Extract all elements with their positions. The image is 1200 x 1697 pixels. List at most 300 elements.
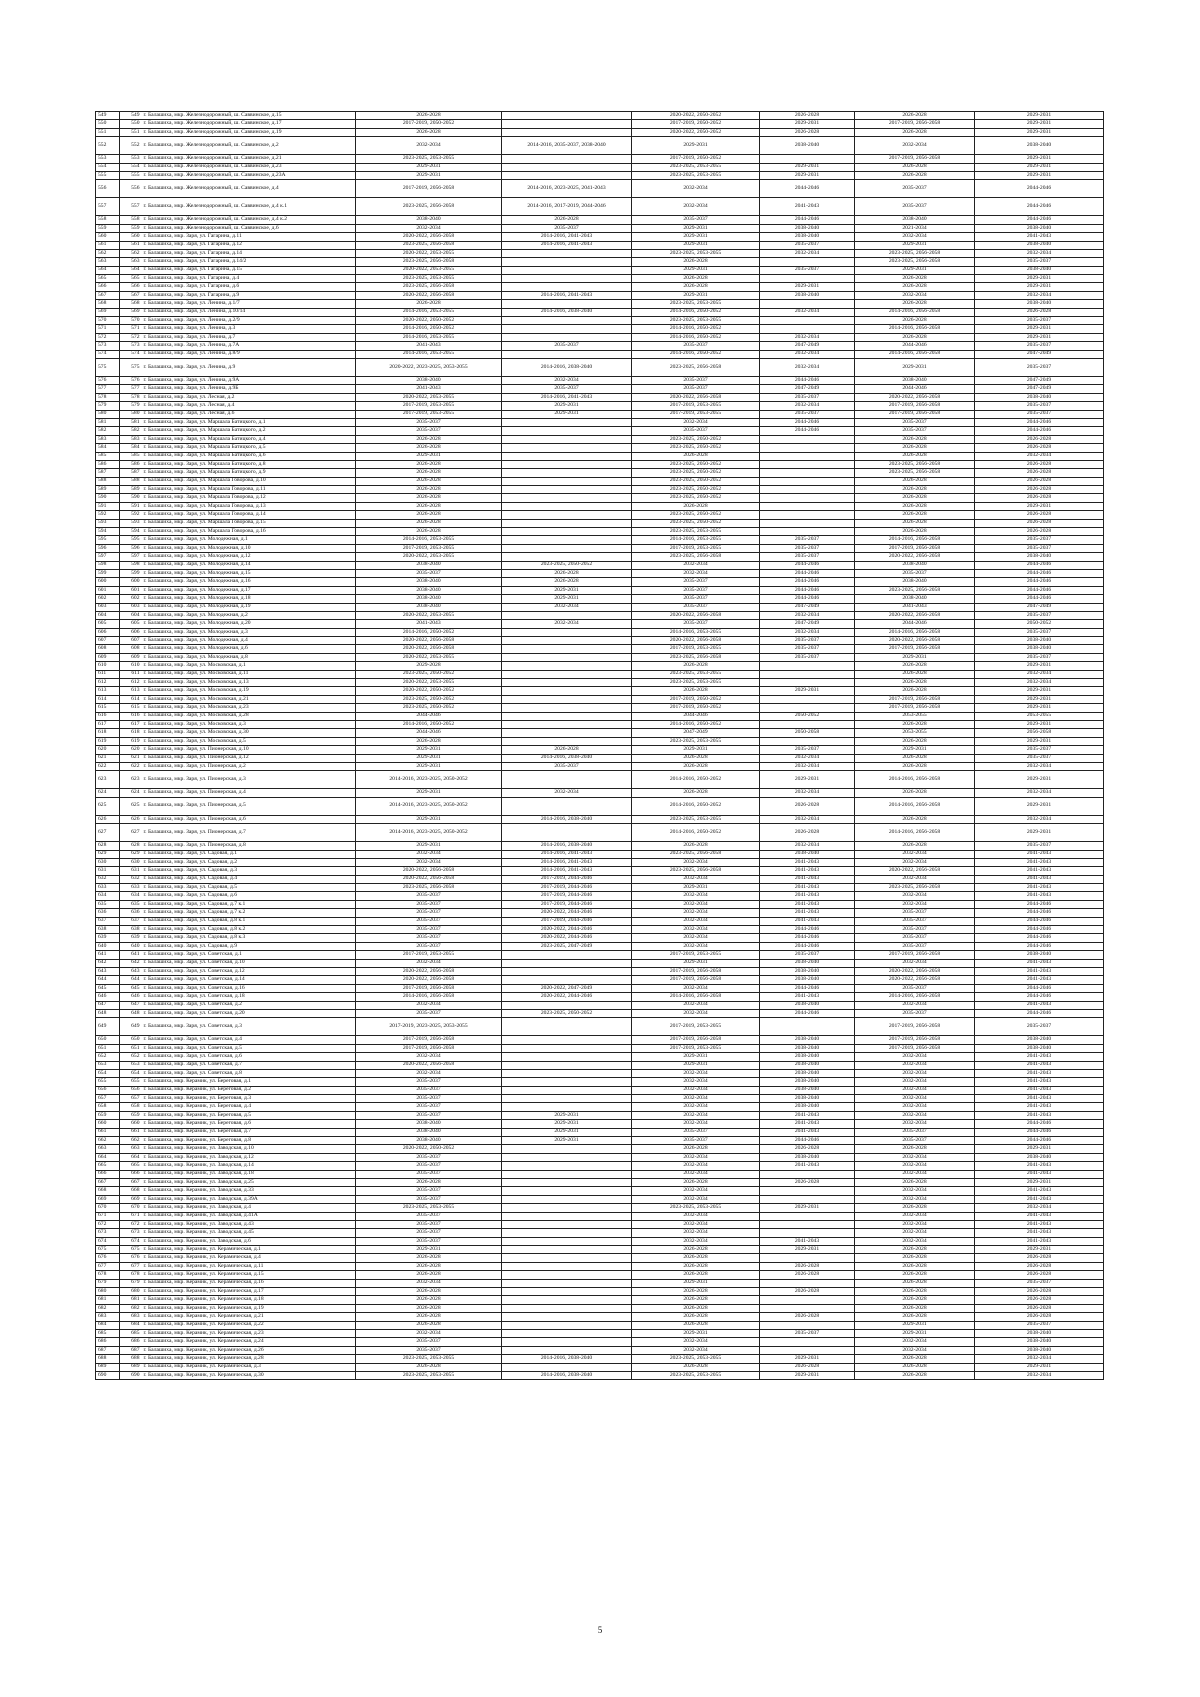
table-row bbox=[96, 967, 1104, 975]
repair-period-cell: 2044-2046 bbox=[975, 1128, 1104, 1136]
repair-period-cell: 2029-2031 bbox=[356, 746, 502, 754]
building-address: г. Балашиха, мкр. Заря, ул. Ленина, д.9 bbox=[142, 358, 356, 376]
row-number: 685 bbox=[96, 1330, 120, 1338]
building-address: г. Балашиха, мкр. Керамик, ул. Заводская, д.18 bbox=[142, 1170, 356, 1178]
building-id: 671 bbox=[120, 1212, 142, 1220]
building-address: г. Балашиха, мкр. Заря, ул. Пионерская, д.2 bbox=[142, 762, 356, 770]
repair-period-cell: 2026-2028 bbox=[760, 797, 855, 815]
repair-period-cell bbox=[502, 1170, 632, 1178]
repair-period-cell: 2035-2037 bbox=[356, 1170, 502, 1178]
repair-period-cell: 2032-2034 bbox=[632, 1162, 760, 1170]
repair-period-cell bbox=[502, 662, 632, 670]
row-number: 672 bbox=[96, 1220, 120, 1228]
repair-period-cell: 2017-2019, 2056-2058 bbox=[855, 155, 975, 163]
repair-period-cell: 2047-2049 bbox=[975, 385, 1104, 393]
building-address: г. Балашиха, мкр. Железнодорожный, ш. Саввинское, д.4 bbox=[142, 180, 356, 198]
repair-period-cell: 2026-2028 bbox=[855, 528, 975, 536]
building-address: г. Балашиха, мкр. Заря, ул. Гагарина, д.6 bbox=[142, 283, 356, 291]
repair-period-cell bbox=[760, 1304, 855, 1312]
repair-period-cell: 2014-2016, 2023-2025, 2050-2052 bbox=[356, 771, 502, 789]
building-id: 625 bbox=[120, 797, 142, 815]
row-number: 598 bbox=[96, 561, 120, 569]
building-address: г. Балашиха, мкр. Заря, ул. Маршала Батицкого, д.1 bbox=[142, 418, 356, 426]
repair-period-cell: 2035-2037 bbox=[855, 198, 975, 216]
repair-period-cell: 2038-2040 bbox=[855, 595, 975, 603]
building-id: 654 bbox=[120, 1069, 142, 1077]
table-row bbox=[96, 1001, 1104, 1009]
repair-period-cell: 2038-2040 bbox=[760, 1061, 855, 1069]
table-row bbox=[96, 112, 1104, 120]
repair-period-cell: 2032-2034 bbox=[855, 1086, 975, 1094]
row-number: 579 bbox=[96, 402, 120, 410]
row-number: 616 bbox=[96, 712, 120, 720]
row-number: 555 bbox=[96, 171, 120, 179]
row-number: 632 bbox=[96, 875, 120, 883]
repair-period-cell: 2044-2046 bbox=[760, 1009, 855, 1017]
building-id: 637 bbox=[120, 917, 142, 925]
repair-period-cell: 2029-2031 bbox=[855, 1321, 975, 1329]
repair-period-cell: 2035-2037 bbox=[975, 317, 1104, 325]
repair-period-cell: 2029-2031 bbox=[356, 171, 502, 179]
repair-period-cell: 2038-2040 bbox=[356, 1128, 502, 1136]
building-id: 673 bbox=[120, 1229, 142, 1237]
repair-period-cell: 2026-2028 bbox=[760, 1262, 855, 1270]
repair-period-cell bbox=[760, 519, 855, 527]
row-number: 674 bbox=[96, 1237, 120, 1245]
repair-period-cell: 2035-2037 bbox=[975, 628, 1104, 636]
table-row bbox=[96, 1069, 1104, 1077]
repair-period-cell: 2023-2025, 2053-2055 bbox=[356, 1371, 502, 1379]
row-number: 650 bbox=[96, 1036, 120, 1044]
repair-period-cell: 2032-2034 bbox=[632, 1170, 760, 1178]
repair-period-cell: 2032-2034 bbox=[975, 1204, 1104, 1212]
repair-period-cell: 2017-2019, 2056-2058 bbox=[855, 704, 975, 712]
repair-period-cell: 2020-2022, 2056-2058 bbox=[632, 611, 760, 619]
repair-period-cell: 2041-2043 bbox=[975, 967, 1104, 975]
table-row bbox=[96, 1120, 1104, 1128]
repair-period-cell bbox=[502, 511, 632, 519]
repair-period-cell bbox=[502, 155, 632, 163]
table-row bbox=[96, 771, 1104, 789]
repair-period-cell: 2032-2034 bbox=[632, 198, 760, 216]
repair-period-cell: 2020-2022, 2050-2052 bbox=[632, 112, 760, 120]
repair-period-cell: 2035-2037 bbox=[855, 934, 975, 942]
repair-period-cell: 2026-2028 bbox=[356, 486, 502, 494]
repair-period-cell bbox=[760, 679, 855, 687]
repair-period-cell: 2029-2031 bbox=[632, 959, 760, 967]
repair-period-cell: 2038-2040 bbox=[760, 137, 855, 155]
building-address: г. Балашиха, мкр. Заря, ул. Советская, д.16 bbox=[142, 984, 356, 992]
repair-period-cell: 2032-2034 bbox=[855, 1195, 975, 1203]
repair-period-cell: 2026-2028 bbox=[975, 469, 1104, 477]
building-id: 574 bbox=[120, 350, 142, 358]
repair-period-cell: 2026-2028 bbox=[975, 435, 1104, 443]
repair-period-cell: 2026-2028 bbox=[855, 317, 975, 325]
row-number: 581 bbox=[96, 418, 120, 426]
repair-period-cell: 2032-2034 bbox=[975, 762, 1104, 770]
repair-period-cell: 2020-2022, 2056-2058 bbox=[356, 976, 502, 984]
table-row bbox=[96, 1061, 1104, 1069]
building-address: г. Балашиха, мкр. Керамик, ул. Керамическая, д.26 bbox=[142, 1346, 356, 1354]
table-row bbox=[96, 1103, 1104, 1111]
repair-period-cell bbox=[760, 1338, 855, 1346]
row-number: 610 bbox=[96, 662, 120, 670]
repair-period-cell: 2032-2034 bbox=[855, 959, 975, 967]
repair-period-cell: 2044-2046 bbox=[975, 180, 1104, 198]
table-row bbox=[96, 258, 1104, 266]
repair-period-cell: 2032-2034 bbox=[356, 1069, 502, 1077]
table-row bbox=[96, 333, 1104, 341]
repair-period-cell: 2026-2028 bbox=[855, 815, 975, 823]
repair-period-cell: 2044-2046 bbox=[975, 909, 1104, 917]
row-number: 687 bbox=[96, 1346, 120, 1354]
row-number: 601 bbox=[96, 586, 120, 594]
repair-period-cell: 2032-2034 bbox=[632, 1338, 760, 1346]
repair-period-cell: 2032-2034 bbox=[855, 1237, 975, 1245]
repair-period-cell: 2029-2031 bbox=[855, 653, 975, 661]
repair-period-cell: 2023-2025, 2053-2055 bbox=[356, 1355, 502, 1363]
repair-period-cell: 2041-2043 bbox=[760, 198, 855, 216]
repair-period-cell: 2035-2037 bbox=[356, 569, 502, 577]
repair-period-cell: 2041-2043 bbox=[975, 892, 1104, 900]
repair-period-cell: 2032-2034 bbox=[356, 224, 502, 232]
repair-period-cell: 2038-2040 bbox=[975, 1330, 1104, 1338]
row-number: 640 bbox=[96, 942, 120, 950]
repair-period-cell bbox=[760, 737, 855, 745]
building-address: г. Балашиха, мкр. Заря, ул. Гагарина, д.14/2 bbox=[142, 258, 356, 266]
repair-period-cell: 2014-2016, 2038-2040 bbox=[502, 308, 632, 316]
building-id: 578 bbox=[120, 393, 142, 401]
building-address: г. Балашиха, мкр. Керамик, ул. Керамическая, д.15 bbox=[142, 1271, 356, 1279]
repair-period-cell: 2044-2046 bbox=[975, 917, 1104, 925]
table-row bbox=[96, 494, 1104, 502]
building-address: г. Балашиха, мкр. Заря, ул. Московская, д.1 bbox=[142, 662, 356, 670]
repair-period-cell: 2029-2031 bbox=[356, 452, 502, 460]
repair-period-cell bbox=[760, 452, 855, 460]
building-id: 679 bbox=[120, 1279, 142, 1287]
building-address: г. Балашиха, мкр. Заря, ул. Молодежная, д.4 bbox=[142, 637, 356, 645]
table-row bbox=[96, 180, 1104, 198]
repair-period-cell: 2035-2037 bbox=[356, 900, 502, 908]
repair-period-cell: 2032-2034 bbox=[855, 1069, 975, 1077]
building-address: г. Балашиха, мкр. Заря, ул. Московская, д.19 bbox=[142, 687, 356, 695]
repair-period-cell: 2035-2037 bbox=[975, 842, 1104, 850]
repair-period-cell: 2035-2037 bbox=[356, 427, 502, 435]
repair-period-cell: 2035-2037 bbox=[855, 569, 975, 577]
repair-period-cell: 2020-2022, 2053-2055 bbox=[356, 393, 502, 401]
repair-period-cell: 2041-2043 bbox=[975, 1229, 1104, 1237]
building-address: г. Балашиха, мкр. Заря, ул. Московская, д.23 bbox=[142, 704, 356, 712]
repair-period-cell: 2026-2028 bbox=[855, 444, 975, 452]
repair-period-cell: 2032-2034 bbox=[632, 1195, 760, 1203]
row-number: 565 bbox=[96, 275, 120, 283]
repair-period-cell: 2038-2040 bbox=[975, 224, 1104, 232]
repair-period-cell bbox=[760, 1187, 855, 1195]
repair-period-cell: 2023-2025, 2056-2058 bbox=[855, 884, 975, 892]
repair-period-cell: 2044-2046 bbox=[760, 595, 855, 603]
building-address: г. Балашиха, мкр. Заря, ул. Маршала Говорова, д.12 bbox=[142, 494, 356, 502]
repair-period-cell: 2038-2040 bbox=[975, 137, 1104, 155]
repair-period-cell: 2023-2025, 2053-2055 bbox=[632, 249, 760, 257]
table-row bbox=[96, 984, 1104, 992]
repair-period-cell bbox=[502, 771, 632, 789]
repair-period-cell bbox=[760, 1321, 855, 1329]
repair-period-cell: 2035-2037 bbox=[356, 1195, 502, 1203]
building-id: 641 bbox=[120, 951, 142, 959]
repair-period-cell: 2026-2028 bbox=[975, 494, 1104, 502]
table-row bbox=[96, 155, 1104, 163]
repair-period-cell: 2014-2016, 2056-2058 bbox=[855, 308, 975, 316]
table-row bbox=[96, 917, 1104, 925]
building-id: 682 bbox=[120, 1304, 142, 1312]
repair-period-cell: 2032-2034 bbox=[760, 333, 855, 341]
repair-period-cell bbox=[502, 427, 632, 435]
repair-period-cell: 2023-2025, 2056-2058 bbox=[356, 283, 502, 291]
repair-period-cell: 2041-2043 bbox=[975, 233, 1104, 241]
repair-period-cell bbox=[502, 494, 632, 502]
building-address: г. Балашиха, мкр. Заря, ул. Гагарина, д.9 bbox=[142, 291, 356, 299]
repair-period-cell: 2026-2028 bbox=[502, 569, 632, 577]
repair-period-cell: 2047-2049 bbox=[760, 342, 855, 350]
repair-period-cell bbox=[502, 258, 632, 266]
repair-period-cell bbox=[760, 721, 855, 729]
repair-period-cell bbox=[502, 120, 632, 128]
repair-period-cell: 2020-2022, 2023-2025, 2053-2055 bbox=[356, 358, 502, 376]
building-id: 561 bbox=[120, 241, 142, 249]
repair-period-cell: 2035-2037 bbox=[632, 1137, 760, 1145]
repair-period-cell: 2026-2028 bbox=[855, 1355, 975, 1363]
repair-period-cell bbox=[502, 1279, 632, 1287]
repair-period-cell: 2026-2028 bbox=[356, 1296, 502, 1304]
table-row bbox=[96, 704, 1104, 712]
repair-period-cell: 2017-2019, 2056-2058 bbox=[855, 1036, 975, 1044]
repair-period-cell: 2020-2022, 2056-2058 bbox=[356, 645, 502, 653]
repair-period-cell: 2017-2019, 2053-2055 bbox=[356, 951, 502, 959]
repair-period-cell bbox=[502, 469, 632, 477]
row-number: 630 bbox=[96, 858, 120, 866]
building-id: 636 bbox=[120, 909, 142, 917]
repair-period-cell: 2026-2028 bbox=[855, 1145, 975, 1153]
repair-period-cell: 2035-2037 bbox=[502, 224, 632, 232]
building-address: г. Балашиха, мкр. Керамик, ул. Керамическая, д.30 bbox=[142, 1371, 356, 1379]
repair-period-cell: 2023-2025, 2053-2055 bbox=[632, 737, 760, 745]
repair-period-cell: 2026-2028 bbox=[855, 687, 975, 695]
table-row bbox=[96, 797, 1104, 815]
repair-period-cell bbox=[502, 611, 632, 619]
repair-period-cell: 2038-2040 bbox=[760, 959, 855, 967]
repair-period-cell: 2023-2025, 2050-2052 bbox=[632, 486, 760, 494]
repair-period-cell bbox=[502, 1086, 632, 1094]
table-row bbox=[96, 120, 1104, 128]
row-number: 578 bbox=[96, 393, 120, 401]
repair-period-cell: 2032-2034 bbox=[356, 137, 502, 155]
repair-period-cell: 2032-2034 bbox=[632, 934, 760, 942]
repair-period-cell: 2026-2028 bbox=[855, 1371, 975, 1379]
building-id: 597 bbox=[120, 553, 142, 561]
repair-period-cell: 2029-2031 bbox=[356, 762, 502, 770]
building-address: г. Балашиха, мкр. Заря, ул. Садовая, д.5 bbox=[142, 884, 356, 892]
repair-period-cell: 2026-2028 bbox=[632, 1246, 760, 1254]
repair-period-cell: 2023-2025, 2056-2058 bbox=[855, 586, 975, 594]
repair-period-cell: 2029-2031 bbox=[502, 1111, 632, 1119]
repair-period-cell: 2038-2040 bbox=[356, 561, 502, 569]
repair-period-cell: 2017-2019, 2056-2058 bbox=[855, 951, 975, 959]
repair-period-cell: 2035-2037 bbox=[975, 358, 1104, 376]
building-address: г. Балашиха, мкр. Заря, ул. Ленина, д.7А bbox=[142, 342, 356, 350]
building-id: 684 bbox=[120, 1321, 142, 1329]
repair-period-cell: 2014-2016, 2050-2052 bbox=[356, 721, 502, 729]
row-number: 558 bbox=[96, 216, 120, 224]
repair-period-cell: 2026-2028 bbox=[855, 789, 975, 797]
building-address: г. Балашиха, мкр. Заря, ул. Молодежная, д.6 bbox=[142, 645, 356, 653]
repair-period-cell: 2044-2046 bbox=[760, 427, 855, 435]
repair-period-cell: 2029-2031 bbox=[975, 283, 1104, 291]
repair-period-cell: 2023-2025, 2053-2055 bbox=[632, 317, 760, 325]
building-address: г. Балашиха, мкр. Керамик, ул. Керамическая, д.3 bbox=[142, 1363, 356, 1371]
repair-period-cell: 2014-2016, 2050-2052 bbox=[632, 721, 760, 729]
building-id: 603 bbox=[120, 603, 142, 611]
repair-period-cell: 2026-2028 bbox=[855, 163, 975, 171]
repair-period-cell bbox=[502, 1044, 632, 1052]
repair-period-cell: 2035-2037 bbox=[855, 909, 975, 917]
repair-period-cell: 2026-2028 bbox=[975, 1254, 1104, 1262]
repair-period-cell: 2026-2028 bbox=[855, 1296, 975, 1304]
row-number: 603 bbox=[96, 603, 120, 611]
repair-period-cell bbox=[502, 797, 632, 815]
repair-period-cell: 2044-2046 bbox=[975, 926, 1104, 934]
building-address: г. Балашиха, мкр. Заря, ул. Ленина, д.9Б bbox=[142, 385, 356, 393]
repair-period-cell: 2023-2025, 2050-2052 bbox=[356, 704, 502, 712]
repair-period-cell: 2020-2022, 2056-2058 bbox=[356, 637, 502, 645]
building-id: 630 bbox=[120, 858, 142, 866]
building-id: 677 bbox=[120, 1262, 142, 1270]
building-id: 676 bbox=[120, 1254, 142, 1262]
repair-period-cell bbox=[502, 1078, 632, 1086]
table-row bbox=[96, 376, 1104, 384]
building-id: 598 bbox=[120, 561, 142, 569]
repair-period-cell: 2035-2037 bbox=[502, 762, 632, 770]
table-row bbox=[96, 1195, 1104, 1203]
building-id: 642 bbox=[120, 959, 142, 967]
building-address: г. Балашиха, мкр. Железнодорожный, ш. Саввинское, д.2 bbox=[142, 137, 356, 155]
repair-period-cell bbox=[502, 325, 632, 333]
repair-period-cell: 2017-2019, 2056-2058 bbox=[855, 410, 975, 418]
table-row bbox=[96, 662, 1104, 670]
repair-period-cell bbox=[760, 1195, 855, 1203]
repair-period-cell bbox=[502, 1304, 632, 1312]
building-id: 596 bbox=[120, 544, 142, 552]
repair-period-cell: 2032-2034 bbox=[975, 679, 1104, 687]
repair-period-cell: 2044-2046 bbox=[975, 1137, 1104, 1145]
row-number: 651 bbox=[96, 1044, 120, 1052]
building-id: 569 bbox=[120, 308, 142, 316]
repair-period-cell: 2026-2028 bbox=[356, 737, 502, 745]
repair-period-cell: 2041-2043 bbox=[760, 900, 855, 908]
repair-period-cell: 2017-2019, 2056-2058 bbox=[356, 180, 502, 198]
repair-period-cell: 2038-2040 bbox=[855, 578, 975, 586]
repair-period-cell: 2035-2037 bbox=[975, 1279, 1104, 1287]
repair-period-cell: 2032-2034 bbox=[632, 892, 760, 900]
repair-period-cell: 2026-2028 bbox=[632, 662, 760, 670]
table-row bbox=[96, 502, 1104, 510]
table-row bbox=[96, 645, 1104, 653]
building-id: 582 bbox=[120, 427, 142, 435]
table-row bbox=[96, 266, 1104, 274]
repair-period-cell: 2023-2025, 2056-2058 bbox=[356, 884, 502, 892]
building-id: 627 bbox=[120, 824, 142, 842]
repair-period-cell bbox=[760, 662, 855, 670]
repair-period-cell: 2026-2028 bbox=[760, 1178, 855, 1186]
building-id: 552 bbox=[120, 137, 142, 155]
building-id: 621 bbox=[120, 754, 142, 762]
row-number: 612 bbox=[96, 679, 120, 687]
repair-period-cell: 2038-2040 bbox=[760, 1053, 855, 1061]
row-number: 676 bbox=[96, 1254, 120, 1262]
repair-period-cell: 2032-2034 bbox=[855, 1346, 975, 1354]
building-id: 566 bbox=[120, 283, 142, 291]
building-address: г. Балашиха, мкр. Железнодорожный, ш. Саввинское, д.4 к.2 bbox=[142, 216, 356, 224]
building-id: 553 bbox=[120, 155, 142, 163]
repair-period-cell: 2035-2037 bbox=[356, 1220, 502, 1228]
row-number: 569 bbox=[96, 308, 120, 316]
repair-period-cell: 2014-2016, 2053-2055 bbox=[632, 536, 760, 544]
repair-period-cell: 2032-2034 bbox=[356, 1330, 502, 1338]
repair-period-cell: 2032-2034 bbox=[502, 789, 632, 797]
repair-period-cell: 2038-2040 bbox=[356, 216, 502, 224]
repair-period-cell bbox=[502, 1204, 632, 1212]
repair-period-cell: 2026-2028 bbox=[356, 502, 502, 510]
repair-period-cell bbox=[760, 1296, 855, 1304]
repair-period-cell: 2038-2040 bbox=[975, 1036, 1104, 1044]
repair-period-cell bbox=[760, 460, 855, 468]
building-address: г. Балашиха, мкр. Заря, ул. Ленина, д.3 bbox=[142, 325, 356, 333]
repair-period-cell: 2044-2046 bbox=[975, 198, 1104, 216]
building-id: 617 bbox=[120, 721, 142, 729]
table-row bbox=[96, 1095, 1104, 1103]
table-row bbox=[96, 128, 1104, 136]
repair-period-cell: 2029-2031 bbox=[632, 884, 760, 892]
repair-period-cell: 2038-2040 bbox=[760, 1069, 855, 1077]
repair-period-cell: 2044-2046 bbox=[975, 418, 1104, 426]
repair-period-cell bbox=[502, 695, 632, 703]
repair-period-cell bbox=[502, 1162, 632, 1170]
repair-period-cell: 2020-2022, 2056-2058 bbox=[855, 637, 975, 645]
row-number: 614 bbox=[96, 695, 120, 703]
repair-period-cell bbox=[502, 171, 632, 179]
repair-period-cell: 2014-2016, 2056-2058 bbox=[855, 628, 975, 636]
repair-period-cell: 2038-2040 bbox=[760, 1001, 855, 1009]
repair-period-cell: 2044-2046 bbox=[760, 934, 855, 942]
repair-period-cell: 2032-2034 bbox=[760, 611, 855, 619]
repair-period-cell: 2029-2031 bbox=[855, 241, 975, 249]
repair-period-cell bbox=[502, 283, 632, 291]
repair-period-cell: 2035-2037 bbox=[760, 536, 855, 544]
repair-period-cell: 2026-2028 bbox=[356, 128, 502, 136]
table-row bbox=[96, 1279, 1104, 1287]
repair-period-cell: 2041-2043 bbox=[975, 1220, 1104, 1228]
repair-period-cell: 2023-2025, 2050-2052 bbox=[356, 670, 502, 678]
row-number: 641 bbox=[96, 951, 120, 959]
building-address: г. Балашиха, мкр. Заря, ул. Молодежная, д.1 bbox=[142, 536, 356, 544]
table-row bbox=[96, 850, 1104, 858]
table-row bbox=[96, 444, 1104, 452]
row-number: 553 bbox=[96, 155, 120, 163]
repair-period-cell bbox=[502, 435, 632, 443]
repair-period-cell: 2026-2028 bbox=[855, 300, 975, 308]
repair-period-cell: 2038-2040 bbox=[760, 1086, 855, 1094]
repair-period-cell: 2029-2031 bbox=[760, 120, 855, 128]
repair-period-cell bbox=[760, 258, 855, 266]
